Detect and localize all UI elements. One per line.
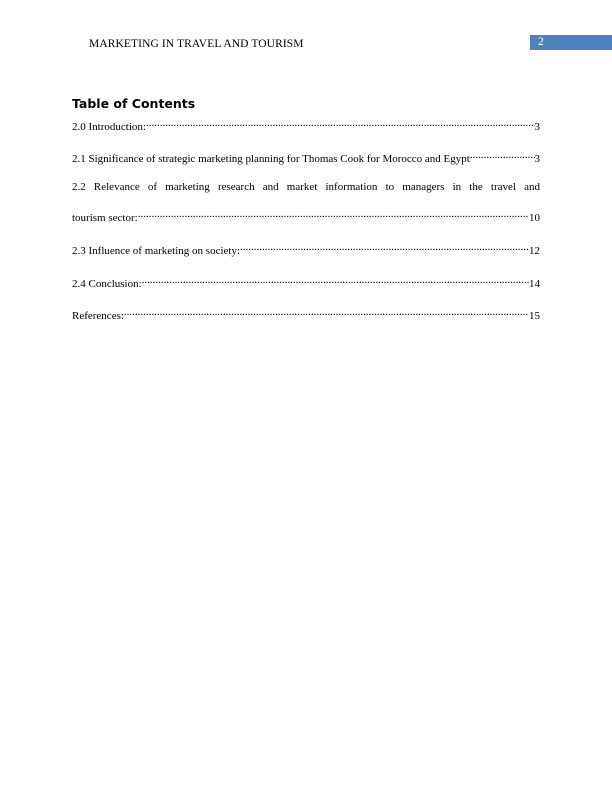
running-header-title: MARKETING IN TRAVEL AND TOURISM [89, 38, 304, 50]
toc-entry-label: 2.0 Introduction: [72, 121, 146, 133]
toc-entry-introduction[interactable] [72, 116, 540, 134]
toc-entry-label: 2.4 Conclusion: [72, 278, 142, 290]
toc-dot-leader [138, 207, 529, 221]
toc-dot-leader [240, 240, 529, 254]
toc-heading: Table of Contents [72, 96, 196, 111]
toc-entry-page: 14 [529, 278, 540, 290]
toc-dot-leader [470, 148, 535, 162]
toc-entry-page: 10 [529, 212, 540, 224]
page-number: 2 [538, 36, 544, 48]
toc-entry-conclusion[interactable] [72, 273, 540, 291]
toc-entry-relevance-line1[interactable] [72, 180, 540, 194]
toc-entry-page: 3 [534, 121, 540, 133]
toc-entry-significance[interactable] [72, 148, 540, 166]
toc-entry-label: 2.3 Influence of marketing on society: [72, 245, 241, 257]
toc-entry-page: 15 [529, 310, 540, 322]
toc-entry-label: References: [72, 310, 124, 322]
page-number-badge [530, 35, 612, 50]
toc-dot-leader [142, 273, 529, 287]
toc-entry-relevance-line2[interactable] [72, 207, 540, 225]
toc-entry-label: 2.2 Relevance of marketing research and market information to managers in the travel and [72, 181, 540, 193]
toc-entry-page: 3 [534, 153, 540, 165]
toc-entry-influence[interactable] [72, 240, 540, 258]
toc-entry-references[interactable] [72, 305, 540, 323]
toc-entry-label: 2.1 Significance of strategic marketing planning for Thomas Cook for Morocco and Egypt [72, 153, 470, 165]
toc-dot-leader [124, 305, 529, 319]
toc-entry-page: 12 [529, 245, 540, 257]
toc-dot-leader [146, 116, 535, 130]
toc-entry-label: tourism sector: [72, 212, 138, 224]
